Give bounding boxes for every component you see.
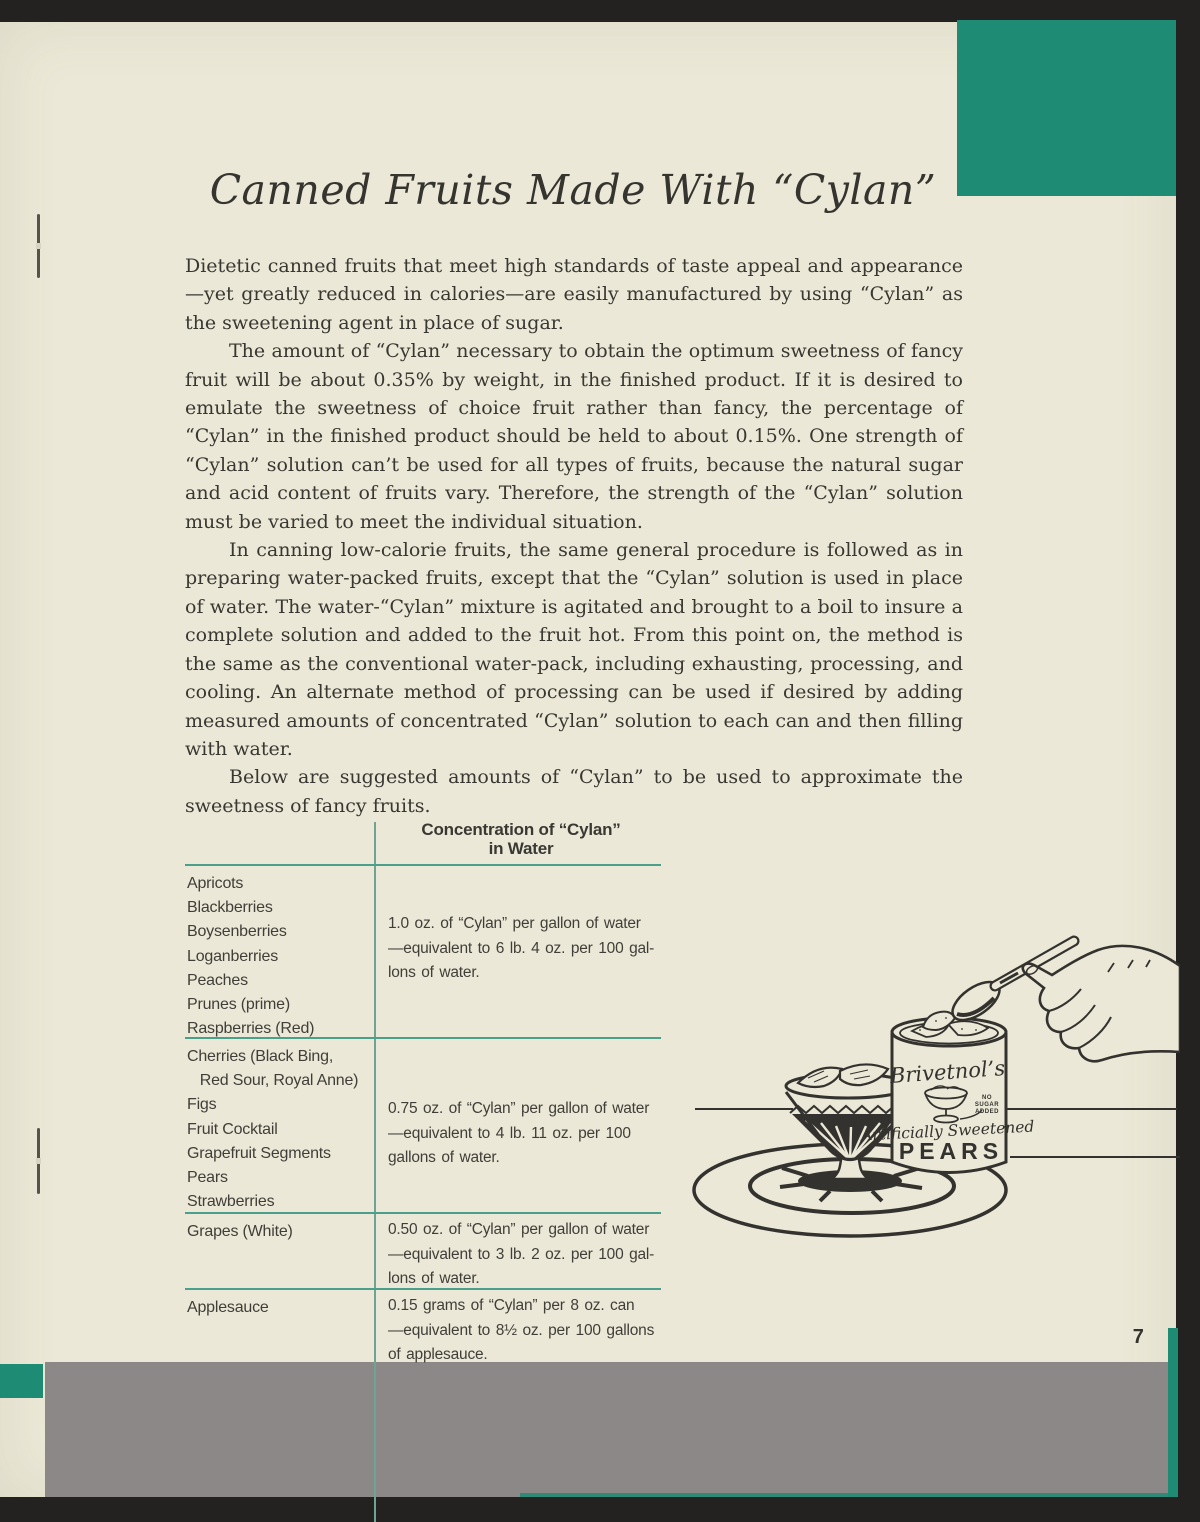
svg-text:NO: NO <box>982 1095 992 1101</box>
fruit-item: Apricots <box>187 875 244 892</box>
fruit-item: Grapefruit Segments <box>187 1144 331 1162</box>
paragraph: The amount of “Cylan” necessary to obtain the optimum sweetness of fancy fruit will be about 0.35% by weight, in the finished product. If it is desired to emulate the sweetness of choice fruit rather than fancy, the percentage of “Cylan” in the finished product should be held to about 0.15%. One strength of “Cylan” solution can’t be used for all types of fruits, because the natural sugar and acid content of fruits vary. Therefore, the strength of the “Cylan” solution must be varied to meet the individual situation. <box>185 340 963 533</box>
fruit-item: Red Sour, Royal Anne) <box>187 1072 359 1090</box>
concentration-line: 0.75 oz. of “Cylan” per gallon of water <box>388 1100 650 1117</box>
concentration-line: —equivalent to 8½ oz. per 100 gallons <box>388 1321 655 1339</box>
can-subtitle-label: Artificially Sweetened <box>860 1117 1035 1145</box>
concentration-line: 0.50 oz. of “Cylan” per gallon of water <box>388 1221 650 1238</box>
concentration-line: 1.0 oz. of “Cylan” per gallon of water <box>388 915 641 932</box>
concentration-cell <box>388 1290 663 1364</box>
underlying-cover-edge <box>1168 1328 1178 1497</box>
concentration-line: lons of water. <box>388 1270 480 1288</box>
page-number: 7 <box>1132 1326 1144 1348</box>
table-header-line1: Concentration of “Cylan” <box>421 820 621 839</box>
table-header-line2: in Water <box>488 839 554 858</box>
fruit-item: Boysenberries <box>187 923 287 941</box>
fruit-item: Grapes (White) <box>187 1223 293 1240</box>
fruit-item: Cherries (Black Bing, <box>187 1048 334 1065</box>
svg-text:ADDED: ADDED <box>975 1109 999 1115</box>
concentration-line: 0.15 grams of “Cylan” per 8 oz. can <box>388 1297 635 1314</box>
staple-mark <box>37 1128 40 1194</box>
canned-pears-illustration <box>680 880 1180 1300</box>
paragraph: Below are suggested amounts of “Cylan” to be used to approximate the sweetness of fancy fruits. <box>185 766 963 817</box>
fruit-item: Peaches <box>187 971 248 989</box>
fruit-item: Strawberries <box>187 1193 275 1211</box>
fruit-list <box>185 1290 375 1364</box>
table-column-header <box>381 820 661 858</box>
concentration-cell <box>388 866 663 1037</box>
fruit-list <box>185 1039 375 1212</box>
underlying-cover-bottom-edge <box>520 1493 1176 1497</box>
page-title: Canned Fruits Made With “Cylan” <box>209 166 937 214</box>
fruit-item: Pears <box>187 1169 228 1187</box>
concentration-line: —equivalent to 6 lb. 4 oz. per 100 gal- <box>388 939 655 957</box>
hand <box>1023 946 1180 1061</box>
fruit-list <box>185 866 375 1037</box>
bottom-left-teal-strip <box>0 1364 43 1398</box>
table-row <box>185 1214 663 1288</box>
can-brand-label: Brivetnol’s <box>889 1056 1006 1089</box>
paragraph: In canning low-calorie fruits, the same general procedure is followed as in preparing water-packed fruits, except that the “Cylan” solution is used in place of water. The water-“Cylan” mixture is agitated and brought to a boil to insure a complete solution and added to the fruit hot. From this point on, the method is the same as the conventional water-pack, including exhausting, processing, and cooling. An alternate method of processing can be used if desired by adding measured amounts of concentrated “Cylan” solution to each can and then filling with water. <box>185 539 963 760</box>
concentration-line: gallons of water. <box>388 1149 500 1167</box>
svg-text:SUGAR: SUGAR <box>974 1102 1000 1108</box>
fruit-item: Raspberries (Red) <box>187 1020 315 1038</box>
fruit-item: Prunes (prime) <box>187 996 291 1014</box>
concentration-line: —equivalent to 3 lb. 2 oz. per 100 gal- <box>388 1245 655 1263</box>
concentration-cell <box>388 1039 663 1212</box>
paragraph: Dietetic canned fruits that meet high standards of taste appeal and appearance—yet greatly reduced in calories—are easily manufactured by using “Cylan” as the sweetening agent in place of sugar. <box>185 255 963 334</box>
table-row <box>185 1039 663 1212</box>
bottom-gray-bar <box>45 1362 1176 1497</box>
fruit-list <box>185 1214 375 1288</box>
teal-corner-block <box>957 20 1176 196</box>
concentration-line: lons of water. <box>388 964 480 982</box>
fruit-item: Fruit Cocktail <box>187 1120 278 1138</box>
concentration-line: —equivalent to 4 lb. 11 oz. per 100 <box>388 1124 631 1142</box>
table-row <box>185 866 663 1037</box>
concentration-cell <box>388 1214 663 1288</box>
staple-mark <box>37 214 40 278</box>
fruit-item: Blackberries <box>187 899 273 917</box>
fruit-item: Applesauce <box>187 1299 269 1316</box>
fruit-item: Loganberries <box>187 947 278 965</box>
body-text <box>185 252 963 820</box>
table-row <box>185 1290 663 1364</box>
fruit-item: Figs <box>187 1096 217 1114</box>
concentration-line: of applesauce. <box>388 1346 488 1364</box>
can-product-label: PEARS <box>898 1138 1004 1164</box>
